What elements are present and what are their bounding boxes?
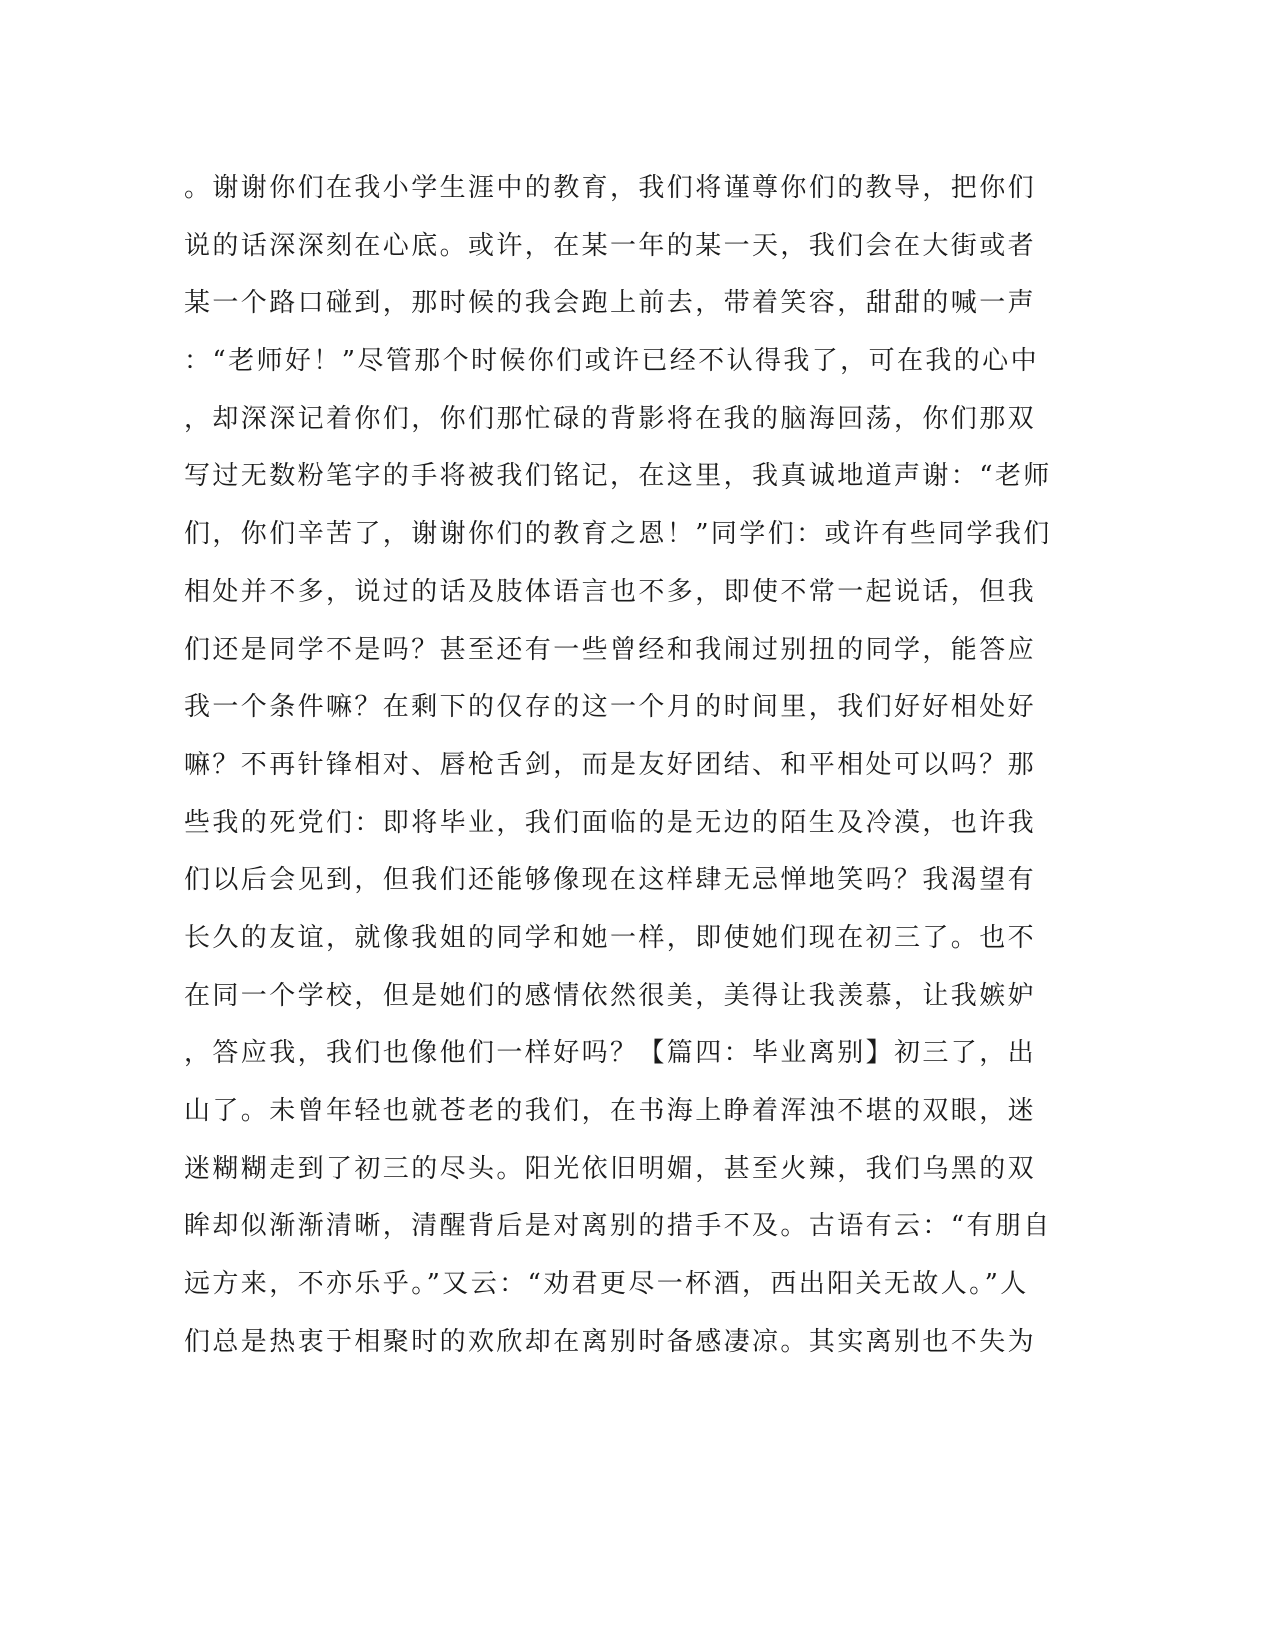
text-line: 在同一个学校，但是她们的感情依然很美，美得让我羡慕，让我嫉妒 <box>184 980 1037 1011</box>
body-text <box>184 160 1064 1371</box>
text-line: 们以后会见到，但我们还能够像现在这样肆无忌惮地笑吗？我渴望有 <box>184 865 1037 896</box>
text-line: 们，你们辛苦了，谢谢你们的教育之恩！”同学们：或许有些同学我们 <box>184 519 1052 550</box>
text-line: 某一个路口碰到，那时候的我会跑上前去，带着笑容，甜甜的喊一声 <box>184 288 1037 319</box>
text-line: ：“老师好！”尽管那个时候你们或许已经不认得我了，可在我的心中 <box>184 346 1039 377</box>
text-line: 些我的死党们：即将毕业，我们面临的是无边的陌生及冷漠，也许我 <box>184 807 1037 838</box>
text-line: 我一个条件嘛？在剩下的仅存的这一个月的时间里，我们好好相处好 <box>184 692 1037 723</box>
text-line: 远方来，不亦乐乎。”又云：“劝君更尽一杯酒，西出阳关无故人。”人 <box>184 1269 1029 1300</box>
text-line: 长久的友谊，就像我姐的同学和她一样，即使她们现在初三了。也不 <box>184 922 1037 953</box>
text-line: 迷糊糊走到了初三的尽头。阳光依旧明媚，甚至火辣，我们乌黑的双 <box>184 1153 1037 1184</box>
text-line: ，答应我，我们也像他们一样好吗？【篇四：毕业离别】初三了，出 <box>184 1038 1037 1069</box>
text-line: 嘛？不再针锋相对、唇枪舌剑，而是友好团结、和平相处可以吗？那 <box>184 749 1037 780</box>
text-line: 山了。未曾年轻也就苍老的我们，在书海上睁着浑浊不堪的双眼，迷 <box>184 1096 1037 1126</box>
text-line: 写过无数粉笔字的手将被我们铭记，在这里，我真诚地道声谢：“老师 <box>184 461 1052 492</box>
text-line: 。谢谢你们在我小学生涯中的教育，我们将谨尊你们的教导，把你们 <box>184 173 1037 203</box>
text-line: 们还是同学不是吗？甚至还有一些曾经和我闹过别扭的同学，能答应 <box>184 634 1037 665</box>
text-line: 眸却似渐渐清晰，清醒背后是对离别的措手不及。古语有云：“有朋自 <box>184 1211 1052 1242</box>
text-line: 说的话深深刻在心底。或许，在某一年的某一天，我们会在大街或者 <box>184 230 1037 261</box>
text-line: 们总是热衷于相聚时的欢欣却在离别时备感凄凉。其实离别也不失为 <box>184 1326 1037 1357</box>
text-line: ，却深深记着你们，你们那忙碌的背影将在我的脑海回荡，你们那双 <box>184 403 1037 434</box>
text-line: 相处并不多，说过的话及肢体语言也不多，即使不常一起说话，但我 <box>184 576 1037 607</box>
